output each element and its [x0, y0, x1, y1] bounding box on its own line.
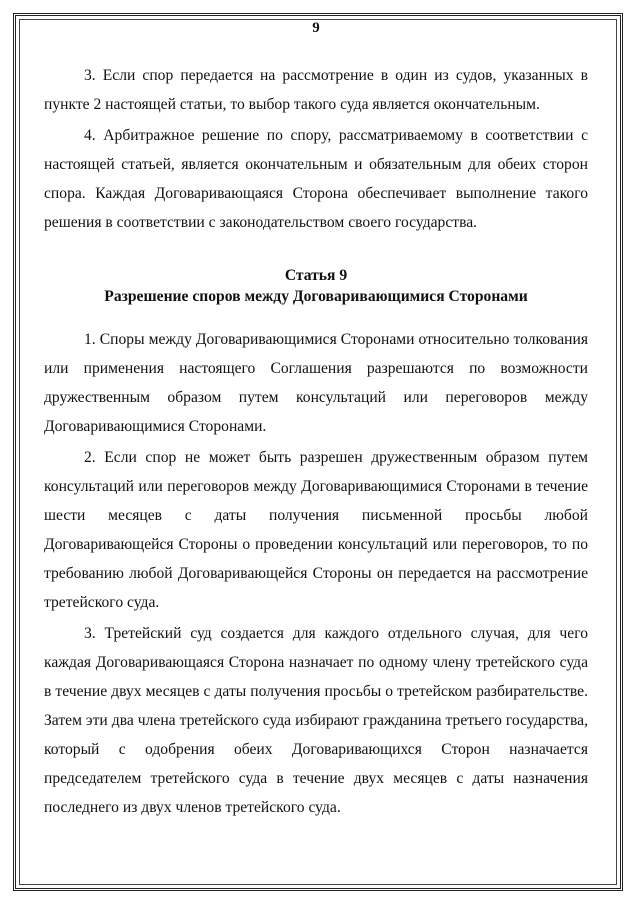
article-title: Статья 9: [284, 267, 348, 284]
paragraph-3: 3. Если спор передается на рассмотрение в один из судов, указанных в пункте 2 настоящей статьи, то выбор такого суда является окончательным.: [44, 67, 588, 113]
article-paragraph-3: 3. Третейский суд создается для каждого отдельного случая, для чего каждая Договаривающаяся Сторона назначает по одному члену третейского суда в течение двух месяцев с даты получения просьбы о третейском разбирательстве. Затем эти два члена третейского суда избирают гражданина третьего государства, который с одобрения обеих Договаривающихся Сторон назначается председателем третейского суда в течение двух месяцев с даты назначения последнего из двух членов третейского суда.: [44, 625, 588, 816]
article-subtitle: Разрешение споров между Договаривающимися Сторонами: [104, 288, 528, 305]
document-page: [44, 20, 588, 822]
page-number: 9: [312, 20, 320, 36]
article-paragraph-2: 2. Если спор не может быть разрешен дружественным образом путем консультаций или переговоров между Договаривающимися Сторонами в течение шести месяцев с даты получения письменной просьбы любой Договаривающейся Стороны о проведении консультаций или переговоров, то по требованию любой Договаривающейся Стороны он передается на рассмотрение третейского суда.: [44, 449, 588, 611]
article-paragraph-1: 1. Споры между Договаривающимися Сторонами относительно толкования или применения настоящего Соглашения разрешаются по возможности дружественным образом путем консультаций или переговоров между Договаривающимися Сторонами.: [44, 331, 588, 435]
paragraph-4: 4. Арбитражное решение по спору, рассматриваемому в соответствии с настоящей статьей, является окончательным и обязательным для обеих сторон спора. Каждая Договаривающаяся Сторона обеспечивает выполнение такого решения в соответствии с законодательством своего государства.: [44, 127, 588, 231]
article-header: [44, 265, 588, 307]
